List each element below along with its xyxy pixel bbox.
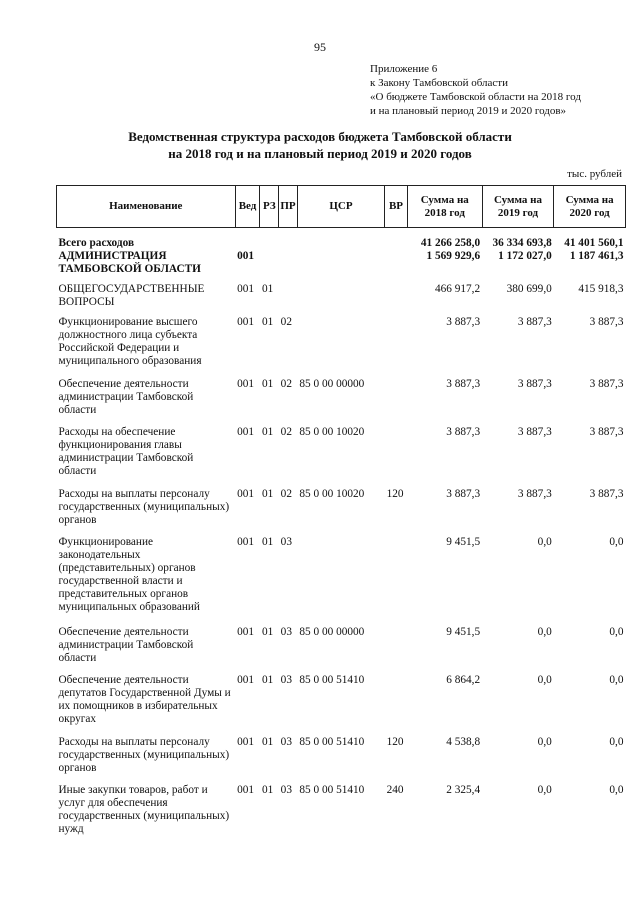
cell-vr [385, 626, 408, 674]
cell-name: Иные закупки товаров, работ и услуг для обеспечения государственных (муниципальных) нужд [58, 784, 230, 835]
cell-ved: 001 [237, 250, 255, 262]
appendix-line: Приложение 6 [370, 63, 438, 75]
cell-sum-2020: 0,0 [609, 536, 624, 548]
cell-ved [235, 228, 260, 251]
cell-csr [297, 316, 384, 378]
cell-sum-2020: 41 401 560,1 [564, 237, 624, 249]
cell-csr: 85 0 00 00000 [299, 626, 365, 638]
cell-pr: 02 [280, 488, 292, 500]
cell-ved: 001 [237, 426, 255, 438]
cell-name: Функционирование законодательных (представительных) органов государственной власти и представительных органов муниципальных образований [58, 536, 200, 613]
cell-ved: 001 [237, 736, 255, 748]
cell-rz: 01 [261, 316, 274, 328]
header-sum-2019: Сумма на 2019 год [482, 186, 554, 228]
cell-csr: 85 0 00 51410 [299, 784, 365, 796]
header-csr: ЦСР [297, 186, 384, 228]
cell-sum-2018: 2 325,4 [446, 784, 481, 796]
cell-pr [279, 228, 298, 251]
cell-name: АДМИНИСТРАЦИЯ ТАМБОВСКОЙ ОБЛАСТИ [58, 250, 201, 275]
cell-vr: 120 [386, 736, 404, 748]
cell-csr [297, 228, 384, 251]
units-label: тыс. рублей [567, 168, 622, 180]
cell-pr [279, 250, 298, 283]
cell-csr: 85 0 00 51410 [299, 674, 365, 686]
table-header-row [57, 186, 626, 228]
table-row [57, 736, 626, 784]
cell-rz: 01 [261, 488, 274, 500]
cell-vr [385, 426, 408, 488]
table-row [57, 488, 626, 536]
cell-name: Обеспечение деятельности администрации Тамбовской области [58, 378, 194, 416]
table-row [57, 626, 626, 674]
cell-sum-2020: 3 887,3 [589, 426, 624, 438]
header-rz: РЗ [260, 186, 279, 228]
cell-name: Расходы на выплаты персоналу государственных (муниципальных) органов [58, 736, 230, 774]
header-ved: Вед [235, 186, 260, 228]
cell-vr [385, 674, 408, 736]
cell-pr [279, 283, 298, 316]
cell-sum-2019: 3 887,3 [517, 426, 552, 438]
cell-sum-2019: 0,0 [537, 626, 552, 638]
table-row [57, 283, 626, 316]
title-line: Ведомственная структура расходов бюджета Тамбовской области [128, 129, 512, 144]
cell-csr [297, 250, 384, 283]
cell-name: Обеспечение деятельности депутатов Государственной Думы и их помощников в избирательных округах [58, 674, 231, 725]
cell-ved: 001 [237, 626, 255, 638]
budget-table [56, 185, 626, 846]
cell-name: Расходы на выплаты персоналу государственных (муниципальных) органов [58, 488, 230, 526]
cell-ved: 001 [237, 488, 255, 500]
cell-sum-2019: 380 699,0 [506, 283, 552, 295]
cell-vr [385, 250, 408, 283]
header-sum-2018: Сумма на 2018 год [407, 186, 482, 228]
table-row [57, 784, 626, 846]
cell-vr: 120 [386, 488, 404, 500]
cell-pr: 03 [280, 674, 292, 686]
cell-rz: 01 [261, 674, 274, 686]
cell-sum-2020: 3 887,3 [589, 378, 624, 390]
cell-csr: 85 0 00 00000 [299, 378, 365, 390]
cell-rz: 01 [261, 626, 274, 638]
table-body [57, 228, 626, 847]
cell-csr [297, 283, 384, 316]
cell-pr: 03 [280, 626, 292, 638]
cell-vr [385, 378, 408, 426]
cell-name: Расходы на обеспечение функционирования главы администрации Тамбовской области [58, 426, 194, 477]
cell-rz [260, 228, 279, 251]
cell-name: Всего расходов [58, 237, 135, 249]
cell-vr [385, 228, 408, 251]
cell-sum-2020: 0,0 [609, 626, 624, 638]
table-row [57, 228, 626, 251]
cell-sum-2020: 415 918,3 [578, 283, 624, 295]
table-row [57, 378, 626, 426]
cell-ved: 001 [237, 536, 255, 548]
cell-sum-2018: 41 266 258,0 [420, 237, 481, 249]
cell-rz: 01 [261, 784, 274, 796]
cell-sum-2019: 3 887,3 [517, 316, 552, 328]
cell-name: Функционирование высшего должностного лица субъекта Российской Федерации и муниципального образования [58, 316, 202, 367]
table-row [57, 536, 626, 626]
cell-rz: 01 [261, 736, 274, 748]
cell-sum-2020: 0,0 [609, 674, 624, 686]
cell-sum-2020: 3 887,3 [589, 488, 624, 500]
appendix-note [370, 62, 581, 118]
header-vr: ВР [385, 186, 408, 228]
cell-pr: 02 [280, 426, 292, 438]
cell-ved: 001 [237, 316, 255, 328]
cell-rz: 01 [261, 283, 274, 295]
cell-ved: 001 [237, 283, 255, 295]
cell-ved: 001 [237, 784, 255, 796]
table-row [57, 674, 626, 736]
cell-sum-2018: 3 887,3 [446, 426, 481, 438]
cell-csr: 85 0 00 10020 [299, 488, 365, 500]
cell-sum-2018: 9 451,5 [446, 626, 481, 638]
cell-pr: 02 [280, 378, 292, 390]
cell-name: Обеспечение деятельности администрации Тамбовской области [58, 626, 194, 664]
cell-sum-2019: 1 172 027,0 [498, 250, 552, 262]
cell-sum-2018: 9 451,5 [446, 536, 481, 548]
cell-pr: 03 [280, 784, 292, 796]
cell-csr [297, 536, 384, 626]
cell-sum-2020: 0,0 [609, 736, 624, 748]
cell-rz: 01 [261, 378, 274, 390]
cell-sum-2020: 1 187 461,3 [569, 250, 624, 262]
cell-rz: 01 [261, 536, 274, 548]
appendix-line: к Закону Тамбовской области [370, 77, 508, 89]
cell-sum-2019: 0,0 [537, 536, 552, 548]
cell-csr: 85 0 00 51410 [299, 736, 365, 748]
appendix-line: и на плановый период 2019 и 2020 годов» [370, 105, 567, 117]
cell-vr [385, 283, 408, 316]
cell-sum-2018: 3 887,3 [446, 316, 481, 328]
cell-sum-2018: 4 538,8 [446, 736, 481, 748]
cell-sum-2019: 0,0 [537, 784, 552, 796]
cell-vr [385, 316, 408, 378]
document-title [0, 128, 640, 162]
cell-sum-2019: 3 887,3 [517, 488, 552, 500]
table-row [57, 250, 626, 283]
cell-rz [260, 250, 279, 283]
cell-csr: 85 0 00 10020 [299, 426, 365, 438]
cell-vr [385, 536, 408, 626]
header-name: Наименование [57, 186, 236, 228]
cell-sum-2019: 36 334 693,8 [492, 237, 552, 249]
page-number: 95 [314, 40, 326, 54]
cell-sum-2018: 6 864,2 [446, 674, 481, 686]
cell-sum-2019: 0,0 [537, 674, 552, 686]
cell-sum-2019: 3 887,3 [517, 378, 552, 390]
cell-sum-2020: 0,0 [609, 784, 624, 796]
header-pr: ПР [279, 186, 298, 228]
cell-name: ОБЩЕГОСУДАРСТВЕННЫЕ ВОПРОСЫ [58, 283, 205, 308]
cell-pr: 03 [280, 736, 292, 748]
cell-ved: 001 [237, 378, 255, 390]
cell-pr: 03 [280, 536, 292, 548]
cell-sum-2020: 3 887,3 [589, 316, 624, 328]
cell-sum-2018: 3 887,3 [446, 488, 481, 500]
cell-rz: 01 [261, 426, 274, 438]
header-sum-2020: Сумма на 2020 год [554, 186, 626, 228]
cell-sum-2019: 0,0 [537, 736, 552, 748]
table-row [57, 316, 626, 378]
appendix-line: «О бюджете Тамбовской области на 2018 год [370, 91, 581, 103]
title-line: на 2018 год и на плановый период 2019 и 2020 годов [168, 146, 472, 161]
cell-sum-2018: 466 917,2 [434, 283, 481, 295]
table-row [57, 426, 626, 488]
cell-sum-2018: 1 569 929,6 [426, 250, 481, 262]
cell-sum-2018: 3 887,3 [446, 378, 481, 390]
cell-pr: 02 [280, 316, 292, 328]
cell-ved: 001 [237, 674, 255, 686]
cell-vr: 240 [386, 784, 404, 796]
